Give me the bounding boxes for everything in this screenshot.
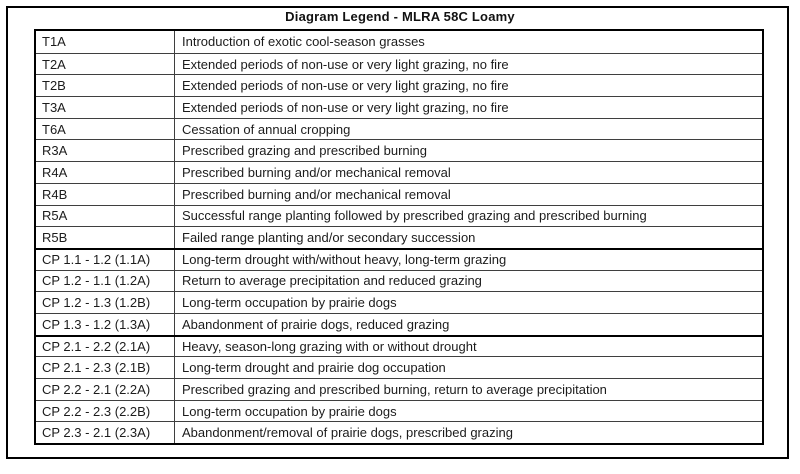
transition-description-cell: Long-term drought with/without heavy, long-term grazing	[182, 252, 507, 268]
legend-row	[36, 270, 762, 292]
transition-description-cell: Long-term drought and prairie dog occupation	[182, 360, 446, 376]
transition-description-cell: Return to average precipitation and reduced grazing	[182, 273, 482, 289]
transition-description-cell: Prescribed grazing and prescribed burning	[182, 143, 427, 159]
transition-description-cell: Heavy, season-long grazing with or without drought	[182, 338, 477, 354]
transition-code-cell: T1A	[36, 31, 175, 53]
transition-code-cell: CP 1.3 - 1.2 (1.3A)	[36, 314, 175, 335]
legend-row	[36, 400, 762, 422]
transition-code-cell: R3A	[36, 140, 175, 161]
diagram-legend-title: Diagram Legend - MLRA 58C Loamy	[285, 9, 515, 24]
legend-row	[36, 96, 762, 118]
transition-code-cell: T2A	[36, 54, 175, 75]
transition-description-cell: Abandonment/removal of prairie dogs, prescribed grazing	[182, 425, 513, 441]
legend-row	[36, 118, 762, 140]
legend-row	[36, 139, 762, 161]
transition-description-cell: Failed range planting and/or secondary succession	[182, 230, 476, 246]
transition-code-cell: CP 1.1 - 1.2 (1.1A)	[36, 250, 175, 270]
transition-code-cell: R5B	[36, 227, 175, 248]
legend-table-rows	[36, 31, 762, 443]
transition-description-cell: Prescribed burning and/or mechanical removal	[182, 186, 451, 202]
legend-row	[36, 53, 762, 75]
transition-description-cell: Long-term occupation by prairie dogs	[182, 403, 397, 419]
transition-code-cell: T3A	[36, 97, 175, 118]
legend-row	[36, 335, 762, 357]
transition-description-cell: Extended periods of non-use or very light grazing, no fire	[182, 99, 509, 115]
transition-code-cell: CP 2.1 - 2.2 (2.1A)	[36, 337, 175, 357]
transition-description-cell: Introduction of exotic cool-season grasses	[182, 34, 425, 50]
transition-code-cell: CP 1.2 - 1.3 (1.2B)	[36, 292, 175, 313]
transition-code-cell: T6A	[36, 119, 175, 140]
transition-description-cell: Abandonment of prairie dogs, reduced grazing	[182, 316, 450, 332]
legend-row	[36, 226, 762, 248]
legend-row	[36, 313, 762, 335]
transition-code-cell: R4A	[36, 162, 175, 183]
transition-code-cell: CP 2.3 - 2.1 (2.3A)	[36, 422, 175, 443]
legend-row	[36, 248, 762, 270]
transition-description-cell: Successful range planting followed by prescribed grazing and prescribed burning	[182, 208, 647, 224]
legend-row	[36, 356, 762, 378]
transition-code-cell: T2B	[36, 75, 175, 96]
transition-code-cell: CP 2.2 - 2.1 (2.2A)	[36, 379, 175, 400]
transition-description-cell: Extended periods of non-use or very light grazing, no fire	[182, 56, 509, 72]
diagram-legend-table	[34, 29, 764, 445]
legend-row	[36, 421, 762, 443]
legend-row	[36, 378, 762, 400]
legend-row	[36, 183, 762, 205]
transition-description-cell: Long-term occupation by prairie dogs	[182, 295, 397, 311]
transition-code-cell: R4B	[36, 184, 175, 205]
transition-description-cell: Extended periods of non-use or very light grazing, no fire	[182, 78, 509, 94]
transition-description-cell: Prescribed burning and/or mechanical removal	[182, 164, 451, 180]
legend-row	[36, 74, 762, 96]
transition-code-cell: R5A	[36, 206, 175, 227]
transition-description-cell: Cessation of annual cropping	[182, 121, 351, 137]
transition-code-cell: CP 1.2 - 1.1 (1.2A)	[36, 271, 175, 292]
transition-code-cell: CP 2.2 - 2.3 (2.2B)	[36, 401, 175, 422]
legend-row	[36, 205, 762, 227]
legend-row	[36, 31, 762, 53]
transition-code-cell: CP 2.1 - 2.3 (2.1B)	[36, 357, 175, 378]
legend-row	[36, 161, 762, 183]
transition-description-cell: Prescribed grazing and prescribed burning, return to average precipitation	[182, 381, 607, 397]
legend-row	[36, 291, 762, 313]
